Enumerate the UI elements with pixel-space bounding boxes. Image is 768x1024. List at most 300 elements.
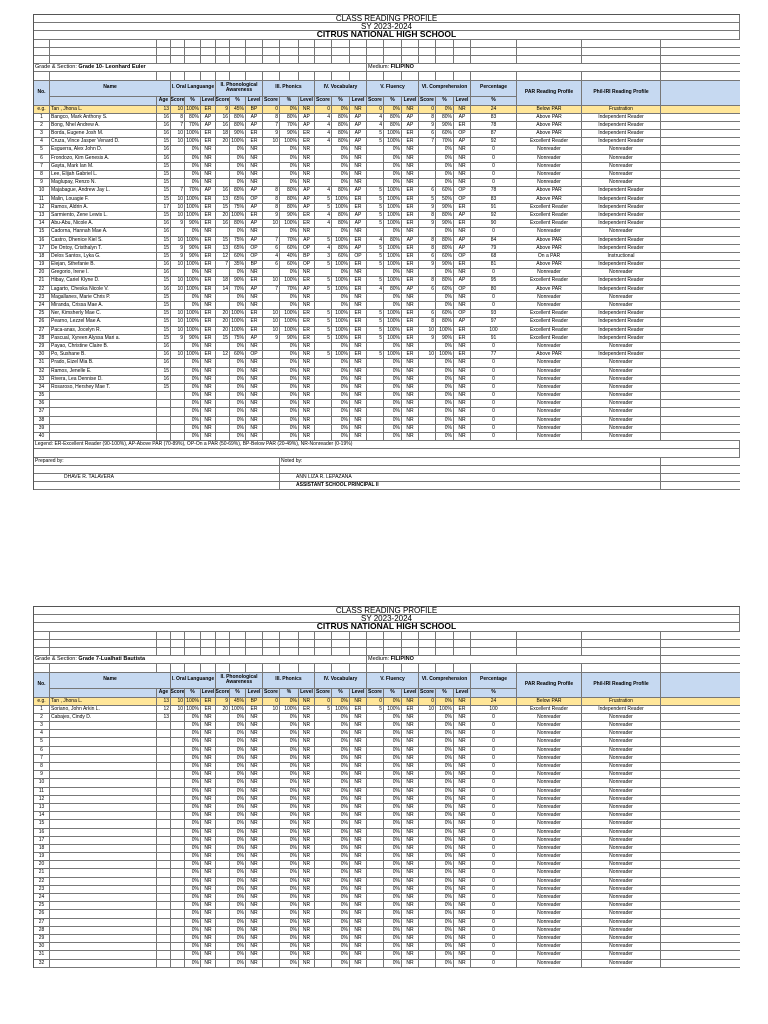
phono-percent-cell[interactable]: 0% xyxy=(230,910,246,917)
comp-level-cell[interactable]: NR xyxy=(454,343,471,350)
phonics-level-cell[interactable]: NR xyxy=(299,302,315,309)
phono-percent-cell[interactable]: 0% xyxy=(230,294,246,301)
phonics-score-cell[interactable] xyxy=(263,368,280,375)
age-cell[interactable]: 16 xyxy=(157,261,171,268)
comp-percent-cell[interactable]: 0% xyxy=(436,812,454,819)
phonics-level-cell[interactable]: NR xyxy=(299,869,315,876)
fluency-score-cell[interactable] xyxy=(367,902,384,909)
student-name-cell[interactable] xyxy=(50,738,157,745)
student-name-cell[interactable] xyxy=(50,951,157,958)
row-number-cell[interactable]: 21 xyxy=(34,277,50,284)
phono-level-cell[interactable]: NR xyxy=(246,902,263,909)
phonics-level-cell[interactable]: ER xyxy=(299,706,315,713)
header-percent[interactable]: % xyxy=(384,97,402,105)
student-name-cell[interactable] xyxy=(50,408,157,415)
row-number-cell[interactable]: 23 xyxy=(34,886,50,893)
phono-score-cell[interactable] xyxy=(216,359,230,366)
empty-cell[interactable] xyxy=(280,48,299,55)
medium-cell[interactable] xyxy=(367,656,661,663)
vocab-level-cell[interactable]: NR xyxy=(350,106,367,113)
row-number-cell[interactable]: 31 xyxy=(34,951,50,958)
phono-level-cell[interactable]: NR xyxy=(246,269,263,276)
vocab-score-cell[interactable] xyxy=(315,943,332,950)
philiri-reading-profile-cell[interactable]: Nonreader xyxy=(582,796,661,803)
comp-percent-cell[interactable]: 90% xyxy=(436,261,454,268)
phonics-level-cell[interactable]: AP xyxy=(299,237,315,244)
empty-cell[interactable] xyxy=(34,48,50,55)
oral-score-cell[interactable] xyxy=(171,812,185,819)
phonics-score-cell[interactable] xyxy=(263,384,280,391)
vocab-percent-cell[interactable]: 0% xyxy=(332,902,350,909)
row-number-cell[interactable]: 12 xyxy=(34,796,50,803)
row-number-cell[interactable]: e.g. xyxy=(34,106,50,113)
header-score[interactable]: Score xyxy=(216,96,230,103)
phonics-level-cell[interactable]: NR xyxy=(299,886,315,893)
fluency-score-cell[interactable] xyxy=(367,417,384,424)
comp-percent-cell[interactable]: 0% xyxy=(436,730,454,737)
phonics-percent-cell[interactable]: 100% xyxy=(280,310,299,317)
age-cell[interactable] xyxy=(157,886,171,893)
phonics-score-cell[interactable] xyxy=(263,894,280,901)
fluency-score-cell[interactable] xyxy=(367,400,384,407)
fluency-percent-cell[interactable]: 0% xyxy=(384,927,402,934)
percentage-cell[interactable]: 0 xyxy=(471,820,517,827)
comp-level-cell[interactable]: NR xyxy=(454,771,471,778)
phono-level-cell[interactable]: NR xyxy=(246,812,263,819)
student-name-cell[interactable]: Bong, Nhel Andrew A. xyxy=(50,122,157,129)
fluency-score-cell[interactable]: 5 xyxy=(367,261,384,268)
fluency-level-cell[interactable]: NR xyxy=(402,376,419,383)
phonics-score-cell[interactable] xyxy=(263,155,280,162)
student-name-cell[interactable] xyxy=(50,861,157,868)
empty-cell[interactable] xyxy=(185,648,201,655)
phono-level-cell[interactable]: AP xyxy=(246,220,263,227)
phonics-level-cell[interactable]: ER xyxy=(299,318,315,325)
fluency-level-cell[interactable]: NR xyxy=(402,796,419,803)
student-name-cell[interactable]: Abu-Abu, Nicole A. xyxy=(50,220,157,227)
comp-level-cell[interactable]: ER xyxy=(454,327,471,334)
phono-score-cell[interactable] xyxy=(216,228,230,235)
phono-level-cell[interactable]: ER xyxy=(246,706,263,713)
comp-level-cell[interactable]: NR xyxy=(454,943,471,950)
empty-cell[interactable] xyxy=(384,48,402,55)
empty-cell[interactable] xyxy=(582,648,661,655)
fluency-score-cell[interactable]: 5 xyxy=(367,245,384,252)
fluency-percent-cell[interactable]: 0% xyxy=(384,417,402,424)
phono-level-cell[interactable]: BP xyxy=(246,106,263,113)
empty-cell[interactable] xyxy=(230,640,246,647)
comp-score-cell[interactable] xyxy=(419,910,436,917)
phono-percent-cell[interactable]: 0% xyxy=(230,417,246,424)
phono-percent-cell[interactable]: 0% xyxy=(230,886,246,893)
empty-cell[interactable] xyxy=(402,640,419,647)
row-number-cell[interactable]: 5 xyxy=(34,146,50,153)
fluency-score-cell[interactable]: 4 xyxy=(367,122,384,129)
par-reading-profile-cell[interactable]: Below PAR xyxy=(517,106,582,113)
phonics-score-cell[interactable]: 9 xyxy=(263,212,280,219)
phonics-percent-cell[interactable]: 0% xyxy=(280,755,299,762)
phonics-score-cell[interactable] xyxy=(263,738,280,745)
phono-percent-cell[interactable]: 45% xyxy=(230,698,246,705)
fluency-score-cell[interactable] xyxy=(367,853,384,860)
phono-level-cell[interactable]: NR xyxy=(246,714,263,721)
oral-level-cell[interactable]: ER xyxy=(201,706,216,713)
phonics-level-cell[interactable]: NR xyxy=(299,171,315,178)
phonics-level-cell[interactable]: NR xyxy=(299,755,315,762)
fluency-level-cell[interactable]: ER xyxy=(402,245,419,252)
comp-score-cell[interactable] xyxy=(419,171,436,178)
oral-level-cell[interactable]: NR xyxy=(201,820,216,827)
fluency-percent-cell[interactable]: 0% xyxy=(384,714,402,721)
vocab-score-cell[interactable]: 4 xyxy=(315,220,332,227)
phonics-level-cell[interactable]: NR xyxy=(299,796,315,803)
empty-cell[interactable] xyxy=(350,48,367,55)
oral-level-cell[interactable]: NR xyxy=(201,771,216,778)
comp-score-cell[interactable] xyxy=(419,368,436,375)
vocab-percent-cell[interactable]: 80% xyxy=(332,114,350,121)
comp-percent-cell[interactable]: 100% xyxy=(436,327,454,334)
phonics-score-cell[interactable]: 7 xyxy=(263,122,280,129)
phono-percent-cell[interactable]: 0% xyxy=(230,861,246,868)
oral-percent-cell[interactable]: 0% xyxy=(185,302,201,309)
fluency-percent-cell[interactable]: 0% xyxy=(384,804,402,811)
age-cell[interactable] xyxy=(157,935,171,942)
philiri-reading-profile-cell[interactable]: Nonreader xyxy=(582,359,661,366)
empty-cell[interactable] xyxy=(246,56,263,63)
fluency-score-cell[interactable]: 5 xyxy=(367,220,384,227)
oral-score-cell[interactable]: 10 xyxy=(171,277,185,284)
phonics-score-cell[interactable]: 0 xyxy=(263,106,280,113)
fluency-level-cell[interactable]: NR xyxy=(402,837,419,844)
par-reading-profile-cell[interactable]: Nonreader xyxy=(517,368,582,375)
phono-level-cell[interactable]: NR xyxy=(246,861,263,868)
phonics-score-cell[interactable] xyxy=(263,951,280,958)
comp-level-cell[interactable]: NR xyxy=(454,902,471,909)
phonics-level-cell[interactable]: NR xyxy=(299,351,315,358)
phonics-percent-cell[interactable]: 0% xyxy=(280,927,299,934)
vocab-percent-cell[interactable]: 100% xyxy=(332,327,350,334)
vocab-percent-cell[interactable]: 100% xyxy=(332,351,350,358)
student-name-cell[interactable]: Tan , Jhona L. xyxy=(50,698,157,705)
philiri-reading-profile-cell[interactable]: Nonreader xyxy=(582,376,661,383)
percentage-cell[interactable]: 79 xyxy=(471,245,517,252)
empty-cell[interactable] xyxy=(471,664,517,671)
header-philiri[interactable]: Phil-IRI Reading Profile xyxy=(582,81,661,105)
student-name-cell[interactable]: Delos Santos, Lyka G. xyxy=(50,253,157,260)
vocab-level-cell[interactable]: NR xyxy=(350,730,367,737)
phonics-level-cell[interactable]: AP xyxy=(299,286,315,293)
vocab-level-cell[interactable]: NR xyxy=(350,433,367,440)
phono-score-cell[interactable] xyxy=(216,935,230,942)
student-name-cell[interactable]: De Ontoy, Cristhalyn T. xyxy=(50,245,157,252)
row-number-cell[interactable]: 18 xyxy=(34,253,50,260)
phonics-level-cell[interactable]: NR xyxy=(299,146,315,153)
vocab-level-cell[interactable]: ER xyxy=(350,318,367,325)
philiri-reading-profile-cell[interactable]: Nonreader xyxy=(582,927,661,934)
phono-percent-cell[interactable]: 0% xyxy=(230,738,246,745)
empty-cell[interactable] xyxy=(332,40,350,47)
header-comp[interactable]: VI. Comprehension xyxy=(419,673,471,688)
oral-score-cell[interactable]: 10 xyxy=(171,286,185,293)
phono-level-cell[interactable]: NR xyxy=(246,400,263,407)
phono-level-cell[interactable]: NR xyxy=(246,747,263,754)
header-name-blank[interactable] xyxy=(50,689,157,697)
fluency-percent-cell[interactable]: 100% xyxy=(384,277,402,284)
phono-score-cell[interactable] xyxy=(216,960,230,967)
phonics-percent-cell[interactable]: 0% xyxy=(280,951,299,958)
row-number-cell[interactable]: 15 xyxy=(34,228,50,235)
empty-cell[interactable] xyxy=(157,56,171,63)
phonics-score-cell[interactable] xyxy=(263,163,280,170)
phonics-percent-cell[interactable]: 0% xyxy=(280,384,299,391)
phonics-score-cell[interactable] xyxy=(263,747,280,754)
par-reading-profile-cell[interactable]: Nonreader xyxy=(517,951,582,958)
par-reading-profile-cell[interactable]: Nonreader xyxy=(517,747,582,754)
phonics-level-cell[interactable]: NR xyxy=(299,861,315,868)
vocab-percent-cell[interactable]: 0% xyxy=(332,788,350,795)
empty-cell[interactable] xyxy=(367,632,384,639)
school-name[interactable]: CITRUS NATIONAL HIGH SCHOOL xyxy=(34,31,740,38)
percentage-cell[interactable]: 0 xyxy=(471,269,517,276)
percentage-cell[interactable]: 95 xyxy=(471,277,517,284)
phono-level-cell[interactable]: NR xyxy=(246,763,263,770)
comp-level-cell[interactable]: NR xyxy=(454,894,471,901)
par-reading-profile-cell[interactable]: Nonreader xyxy=(517,433,582,440)
empty-cell[interactable] xyxy=(582,664,661,671)
par-reading-profile-cell[interactable]: Nonreader xyxy=(517,804,582,811)
phono-score-cell[interactable] xyxy=(216,146,230,153)
phono-percent-cell[interactable]: 0% xyxy=(230,869,246,876)
oral-level-cell[interactable]: NR xyxy=(201,433,216,440)
fluency-percent-cell[interactable]: 0% xyxy=(384,755,402,762)
vocab-score-cell[interactable] xyxy=(315,755,332,762)
percentage-cell[interactable]: 24 xyxy=(471,698,517,705)
student-name-cell[interactable]: Bangco, Mark Anthony S. xyxy=(50,114,157,121)
phonics-score-cell[interactable] xyxy=(263,294,280,301)
phono-percent-cell[interactable]: 0% xyxy=(230,829,246,836)
par-reading-profile-cell[interactable]: Nonreader xyxy=(517,714,582,721)
student-name-cell[interactable]: Tan , Jhona L. xyxy=(50,106,157,113)
percentage-cell[interactable]: 83 xyxy=(471,114,517,121)
phono-level-cell[interactable]: NR xyxy=(246,910,263,917)
phonics-score-cell[interactable] xyxy=(263,302,280,309)
school-name[interactable]: CITRUS NATIONAL HIGH SCHOOL xyxy=(34,623,740,630)
comp-score-cell[interactable] xyxy=(419,425,436,432)
age-cell[interactable]: 15 xyxy=(157,335,171,342)
vocab-score-cell[interactable] xyxy=(315,343,332,350)
phono-percent-cell[interactable]: 0% xyxy=(230,163,246,170)
phono-percent-cell[interactable]: 100% xyxy=(231,326,244,333)
oral-score-cell[interactable] xyxy=(171,302,185,309)
vocab-score-cell[interactable] xyxy=(315,294,332,301)
oral-percent-cell[interactable]: 100% xyxy=(186,310,199,317)
philiri-reading-profile-cell[interactable]: Independent Reader xyxy=(582,138,661,145)
student-name-cell[interactable]: Lee, Elijah Gabriel L. xyxy=(50,171,157,178)
fluency-level-cell[interactable]: NR xyxy=(402,714,419,721)
comp-level-cell[interactable]: OP xyxy=(454,286,471,293)
fluency-score-cell[interactable] xyxy=(367,910,384,917)
oral-level-cell[interactable]: NR xyxy=(201,829,216,836)
age-cell[interactable]: 16 xyxy=(157,376,171,383)
vocab-score-cell[interactable] xyxy=(315,722,332,729)
grade-section-cell[interactable] xyxy=(34,64,367,71)
vocab-level-cell[interactable]: NR xyxy=(350,755,367,762)
phonics-percent-cell[interactable]: 0% xyxy=(280,820,299,827)
fluency-level-cell[interactable]: NR xyxy=(402,171,419,178)
phono-score-cell[interactable] xyxy=(216,730,230,737)
vocab-level-cell[interactable]: AP xyxy=(350,130,367,137)
comp-level-cell[interactable]: NR xyxy=(454,722,471,729)
comp-level-cell[interactable]: ER xyxy=(454,220,471,227)
phono-score-cell[interactable] xyxy=(216,845,230,852)
student-name-cell[interactable]: Ramos, Aldrin A. xyxy=(50,204,157,211)
row-number-cell[interactable]: 5 xyxy=(34,738,50,745)
phono-percent-cell[interactable]: 0% xyxy=(230,771,246,778)
comp-level-cell[interactable]: ER xyxy=(454,335,471,342)
row-number-cell[interactable]: 8 xyxy=(34,763,50,770)
vocab-score-cell[interactable] xyxy=(315,919,332,926)
row-number-cell[interactable]: 28 xyxy=(34,927,50,934)
oral-level-cell[interactable]: NR xyxy=(201,163,216,170)
vocab-score-cell[interactable] xyxy=(315,812,332,819)
phono-percent-cell[interactable]: 0% xyxy=(230,302,246,309)
vocab-percent-cell[interactable]: 0% xyxy=(332,878,350,885)
oral-percent-cell[interactable]: 0% xyxy=(185,812,201,819)
fluency-percent-cell[interactable]: 0% xyxy=(384,294,402,301)
vocab-score-cell[interactable]: 5 xyxy=(315,706,332,713)
age-cell[interactable] xyxy=(157,408,171,415)
vocab-percent-cell[interactable]: 100% xyxy=(332,261,350,268)
fluency-level-cell[interactable]: ER xyxy=(402,130,419,137)
phonics-level-cell[interactable]: OP xyxy=(299,245,315,252)
comp-level-cell[interactable]: NR xyxy=(454,861,471,868)
phonics-level-cell[interactable]: NR xyxy=(299,788,315,795)
phonics-score-cell[interactable] xyxy=(263,919,280,926)
empty-cell[interactable] xyxy=(246,40,263,47)
vocab-percent-cell[interactable]: 0% xyxy=(332,829,350,836)
phonics-level-cell[interactable]: NR xyxy=(299,902,315,909)
phono-percent-cell[interactable]: 0% xyxy=(230,228,246,235)
empty-cell[interactable] xyxy=(419,632,436,639)
phono-percent-cell[interactable]: 90% xyxy=(230,277,246,284)
phonics-score-cell[interactable] xyxy=(263,343,280,350)
oral-percent-cell[interactable]: 100% xyxy=(186,130,199,137)
fluency-percent-cell[interactable]: 100% xyxy=(384,335,402,342)
oral-percent-cell[interactable]: 0% xyxy=(185,902,201,909)
vocab-level-cell[interactable]: NR xyxy=(350,359,367,366)
header-level[interactable]: Level xyxy=(246,97,263,105)
vocab-percent-cell[interactable]: 0% xyxy=(332,894,350,901)
percentage-cell[interactable]: 0 xyxy=(471,747,517,754)
phonics-percent-cell[interactable]: 70% xyxy=(280,237,299,244)
philiri-reading-profile-cell[interactable]: Nonreader xyxy=(582,343,661,350)
vocab-percent-cell[interactable]: 0% xyxy=(332,722,350,729)
phonics-score-cell[interactable] xyxy=(263,820,280,827)
phono-percent-cell[interactable]: 65% xyxy=(230,196,246,203)
phonics-percent-cell[interactable]: 0% xyxy=(280,845,299,852)
vocab-percent-cell[interactable]: 0% xyxy=(332,179,350,186)
comp-score-cell[interactable] xyxy=(419,417,436,424)
empty-cell[interactable] xyxy=(454,40,471,47)
fluency-score-cell[interactable] xyxy=(367,861,384,868)
fluency-level-cell[interactable]: ER xyxy=(402,351,419,358)
vocab-level-cell[interactable]: NR xyxy=(350,779,367,786)
phonics-level-cell[interactable]: NR xyxy=(299,829,315,836)
vocab-level-cell[interactable]: NR xyxy=(350,861,367,868)
row-number-cell[interactable]: e.g. xyxy=(34,698,50,705)
comp-score-cell[interactable]: 6 xyxy=(419,310,436,317)
phono-score-cell[interactable]: 16 xyxy=(216,114,230,121)
fluency-percent-cell[interactable]: 0% xyxy=(384,886,402,893)
phono-score-cell[interactable]: 16 xyxy=(216,220,230,227)
age-cell[interactable] xyxy=(157,804,171,811)
oral-percent-cell[interactable]: 0% xyxy=(185,919,201,926)
phonics-level-cell[interactable]: NR xyxy=(299,763,315,770)
phonics-score-cell[interactable] xyxy=(263,960,280,967)
phonics-score-cell[interactable]: 9 xyxy=(263,335,280,342)
comp-score-cell[interactable] xyxy=(419,343,436,350)
comp-score-cell[interactable] xyxy=(419,163,436,170)
oral-level-cell[interactable]: ER xyxy=(201,277,216,284)
percentage-cell[interactable]: 78 xyxy=(471,122,517,129)
phonics-score-cell[interactable]: 10 xyxy=(263,327,280,334)
vocab-level-cell[interactable]: ER xyxy=(350,204,367,211)
comp-score-cell[interactable] xyxy=(419,179,436,186)
comp-percent-cell[interactable]: 60% xyxy=(436,286,454,293)
par-reading-profile-cell[interactable]: Nonreader xyxy=(517,894,582,901)
oral-percent-cell[interactable]: 0% xyxy=(185,804,201,811)
phonics-score-cell[interactable] xyxy=(263,171,280,178)
comp-percent-cell[interactable]: 0% xyxy=(436,269,454,276)
percentage-cell[interactable]: 0 xyxy=(471,294,517,301)
fluency-level-cell[interactable]: NR xyxy=(402,417,419,424)
phono-level-cell[interactable]: NR xyxy=(246,722,263,729)
oral-level-cell[interactable]: NR xyxy=(201,294,216,301)
student-name-cell[interactable]: Gregorio, Irene I. xyxy=(50,269,157,276)
vocab-level-cell[interactable]: NR xyxy=(350,943,367,950)
row-number-cell[interactable]: 2 xyxy=(34,714,50,721)
vocab-score-cell[interactable] xyxy=(315,869,332,876)
header-phono[interactable]: II. Phonological Awareness xyxy=(216,673,263,688)
comp-score-cell[interactable] xyxy=(419,155,436,162)
comp-percent-cell[interactable]: 0% xyxy=(436,747,454,754)
fluency-score-cell[interactable] xyxy=(367,384,384,391)
vocab-level-cell[interactable]: AP xyxy=(350,138,367,145)
fluency-percent-cell[interactable]: 0% xyxy=(384,894,402,901)
oral-score-cell[interactable]: 10 xyxy=(171,106,185,113)
phono-score-cell[interactable] xyxy=(216,368,230,375)
par-reading-profile-cell[interactable]: Nonreader xyxy=(517,384,582,391)
par-reading-profile-cell[interactable]: Below PAR xyxy=(517,698,582,705)
empty-cell[interactable] xyxy=(299,56,315,63)
row-number-cell[interactable]: 9 xyxy=(34,179,50,186)
header-fluency[interactable]: V. Fluency xyxy=(367,81,419,96)
phonics-level-cell[interactable]: AP xyxy=(299,122,315,129)
phonics-score-cell[interactable] xyxy=(263,886,280,893)
par-reading-profile-cell[interactable]: Excellent Reader xyxy=(517,204,582,211)
row-number-cell[interactable]: 14 xyxy=(34,812,50,819)
empty-cell[interactable] xyxy=(280,648,299,655)
oral-percent-cell[interactable]: 0% xyxy=(185,714,201,721)
empty-cell[interactable] xyxy=(332,664,350,671)
row-number-cell[interactable]: 7 xyxy=(34,163,50,170)
comp-score-cell[interactable]: 7 xyxy=(419,138,436,145)
fluency-percent-cell[interactable]: 0% xyxy=(384,771,402,778)
fluency-level-cell[interactable]: NR xyxy=(402,943,419,950)
fluency-score-cell[interactable] xyxy=(367,951,384,958)
phono-score-cell[interactable] xyxy=(216,886,230,893)
oral-score-cell[interactable] xyxy=(171,730,185,737)
